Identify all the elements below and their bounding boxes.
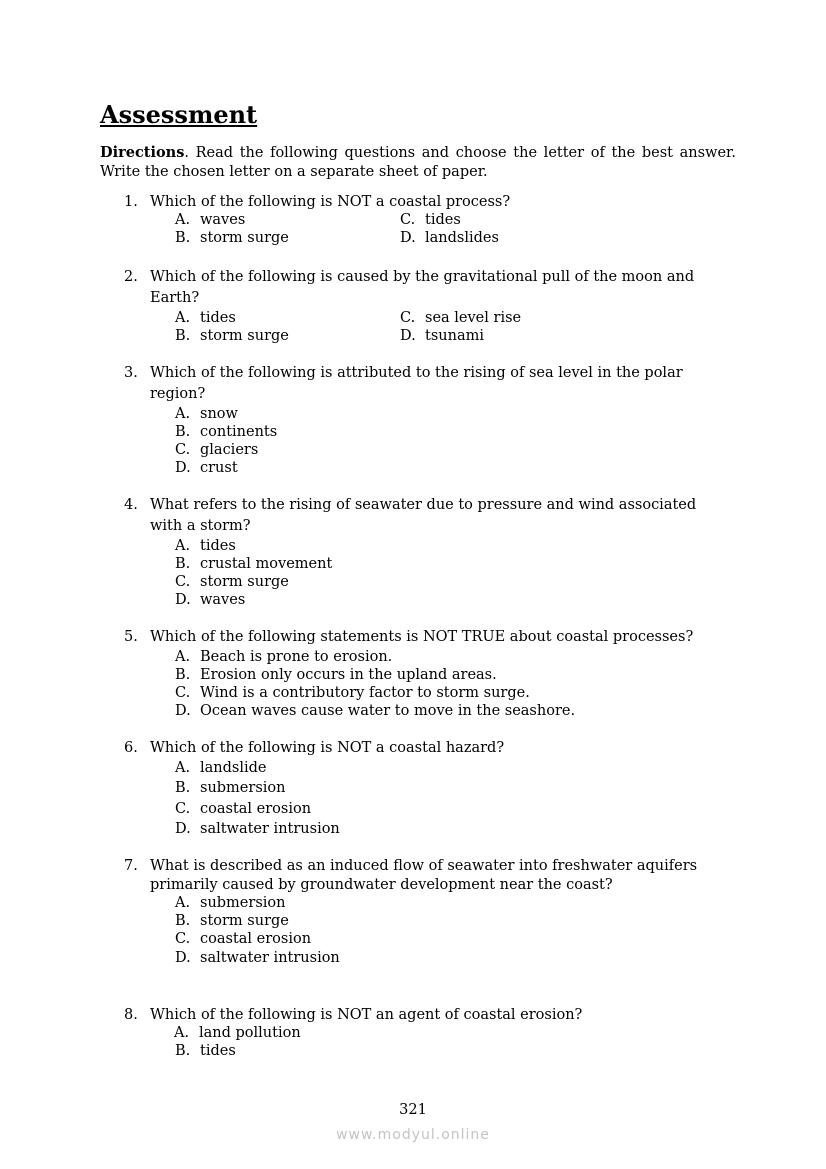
option-b[interactable]: B. Erosion only occurs in the upland areas. <box>175 667 497 683</box>
option-d[interactable]: D. tsunami <box>400 328 484 344</box>
option-a[interactable]: A. landslide <box>175 760 267 776</box>
question-5 <box>124 627 714 720</box>
option-b[interactable]: B. storm surge <box>175 230 289 246</box>
question-number: 5. <box>124 629 138 645</box>
question-2 <box>124 267 714 345</box>
option-a[interactable]: A. tides <box>175 310 236 326</box>
option-b[interactable]: B. storm surge <box>175 328 289 344</box>
question-text: Which of the following is attributed to the rising of sea level in the polar region? <box>150 365 683 402</box>
question-4 <box>124 495 714 609</box>
option-a[interactable]: A. snow <box>175 406 238 422</box>
option-d[interactable]: D. saltwater intrusion <box>175 821 340 837</box>
option-c[interactable]: C. coastal erosion <box>175 931 312 947</box>
question-number: 1. <box>124 194 138 210</box>
option-a[interactable]: A. Beach is prone to erosion. <box>175 649 393 665</box>
question-number: 4. <box>124 497 138 513</box>
option-d[interactable]: D. waves <box>175 592 246 608</box>
directions-text: . Read the following questions and choose the letter of the best answer. Write the chosen letter on a separate sheet of paper. <box>100 145 736 180</box>
question-text: Which of the following is NOT an agent of coastal erosion? <box>150 1007 583 1023</box>
question-text: Which of the following is NOT a coastal process? <box>150 194 511 210</box>
option-d[interactable]: D. landslides <box>400 230 499 246</box>
question-number: 8. <box>124 1007 138 1023</box>
question-1 <box>124 193 714 247</box>
question-number: 7. <box>124 858 138 874</box>
option-c[interactable]: C. coastal erosion <box>175 801 312 817</box>
question-7 <box>124 857 714 967</box>
option-c[interactable]: C. tides <box>400 212 461 228</box>
option-a[interactable]: A. tides <box>175 538 236 554</box>
option-a[interactable]: A. waves <box>175 212 246 228</box>
directions-label: Directions <box>100 144 185 161</box>
question-text: Which of the following is NOT a coastal hazard? <box>150 740 505 756</box>
option-d[interactable]: D. saltwater intrusion <box>175 950 340 966</box>
question-8 <box>124 1006 714 1060</box>
option-b[interactable]: B. continents <box>175 424 278 440</box>
option-d[interactable]: D. crust <box>175 460 238 476</box>
option-a[interactable]: A. submersion <box>175 895 286 911</box>
option-a[interactable]: A. land pollution <box>174 1025 301 1041</box>
option-b[interactable]: B. tides <box>175 1043 236 1059</box>
page-number: 321 <box>399 1102 427 1118</box>
watermark: www.modyul.online <box>336 1127 490 1143</box>
question-text: Which of the following statements is NOT TRUE about coastal processes? <box>150 629 694 645</box>
question-6 <box>124 738 714 839</box>
option-c[interactable]: C. sea level rise <box>400 310 522 326</box>
page-title: Assessment <box>100 100 258 129</box>
question-number: 2. <box>124 269 138 285</box>
option-b[interactable]: B. storm surge <box>175 913 289 929</box>
option-d[interactable]: D. Ocean waves cause water to move in the seashore. <box>175 703 576 719</box>
option-c[interactable]: C. storm surge <box>175 574 289 590</box>
question-text: What refers to the rising of seawater due to pressure and wind associated with a storm? <box>150 497 697 534</box>
option-b[interactable]: B. crustal movement <box>175 556 333 572</box>
question-text: Which of the following is caused by the gravitational pull of the moon and Earth? <box>150 269 695 306</box>
question-3 <box>124 363 714 477</box>
option-c[interactable]: C. glaciers <box>175 442 259 458</box>
option-c[interactable]: C. Wind is a contributory factor to storm surge. <box>175 685 530 701</box>
question-text: What is described as an induced flow of seawater into freshwater aquifers primarily caused by groundwater development near the coast? <box>150 858 698 893</box>
question-number: 3. <box>124 365 138 381</box>
question-number: 6. <box>124 740 138 756</box>
option-b[interactable]: B. submersion <box>175 780 286 796</box>
directions <box>100 143 736 182</box>
